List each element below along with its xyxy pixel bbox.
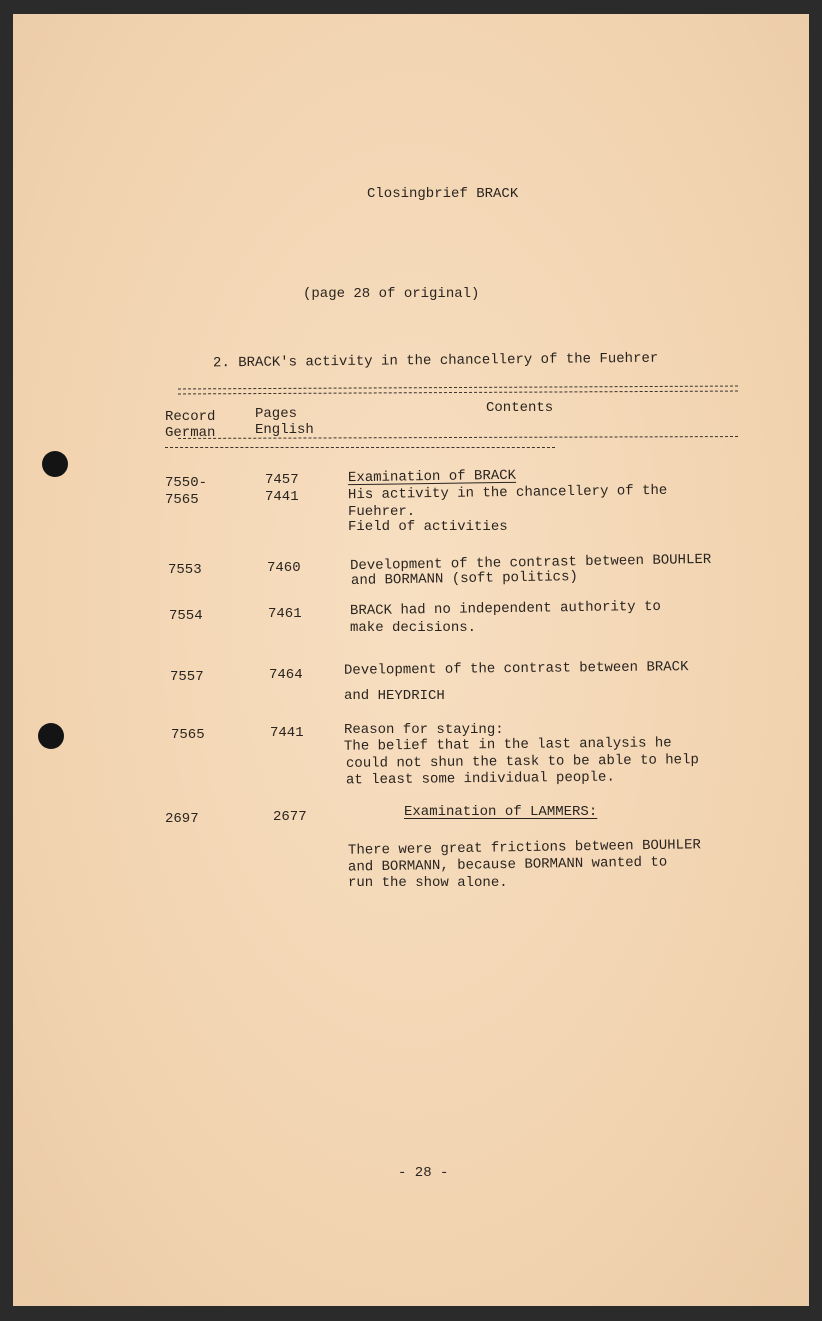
punch-hole-top <box>42 451 68 477</box>
row1-pages-2: 7441 <box>265 489 299 505</box>
row5-contents-line-3: could not shun the task to be able to help <box>345 752 699 772</box>
row1-contents-title: Examination of BRACK <box>347 467 517 487</box>
row3-contents-line: BRACK had no independent authority to <box>349 598 661 620</box>
row1-pages: 7457 <box>265 472 299 488</box>
row1-contents-line-2: Fuehrer. <box>348 504 416 520</box>
row2-contents-line: Development of the contrast between BOUHLER <box>349 551 712 575</box>
col-record-label: Record <box>165 409 216 425</box>
row1-record: 7550- <box>165 475 208 491</box>
row3-record: 7554 <box>169 608 203 624</box>
row2-record: 7553 <box>168 562 202 578</box>
row6-contents-title: Examination of LAMMERS: <box>404 804 598 820</box>
col-record-label-2: German <box>165 425 216 441</box>
row2-contents-line-2: and BORMANN (soft politics) <box>350 569 578 589</box>
document-title: Closingbrief BRACK <box>367 186 519 202</box>
row5-record: 7565 <box>171 727 205 743</box>
page-reference: (page 28 of original) <box>303 286 480 302</box>
col-contents-label: Contents <box>486 400 554 416</box>
row6-pages: 2677 <box>273 809 307 825</box>
table-header-rule-2 <box>165 447 555 448</box>
page-number: - 28 - <box>398 1165 449 1181</box>
row5-contents-line: Reason for staying: <box>344 722 504 738</box>
col-pages-label-2: English <box>255 422 314 438</box>
row5-contents-line-2: The belief that in the last analysis he <box>343 735 672 755</box>
row4-pages: 7464 <box>269 667 303 683</box>
row2-pages: 7460 <box>267 560 301 576</box>
punch-hole-bottom <box>38 723 64 749</box>
row6-contents-line-2: and BORMANN, because BORMANN wanted to <box>347 854 668 876</box>
row1-contents-line-3: Field of activities <box>348 519 508 535</box>
row6-contents-line: There were great frictions between BOUHLER <box>347 837 701 859</box>
col-pages-label: Pages <box>255 406 298 422</box>
row4-contents-line: Development of the contrast between BRACK <box>343 659 689 679</box>
row6-record: 2697 <box>165 811 199 827</box>
row1-record-2: 7565 <box>165 492 199 508</box>
row6-contents-line-3: run the show alone. <box>348 875 508 891</box>
document-page <box>13 14 809 1306</box>
section-heading: 2. BRACK's activity in the chancellery of the Fuehrer <box>212 350 659 372</box>
table-top-rule-2 <box>178 391 738 395</box>
table-top-rule <box>178 386 738 390</box>
row5-pages: 7441 <box>270 725 304 741</box>
row5-contents-line-4: at least some individual people. <box>345 769 615 789</box>
row1-contents-line: His activity in the chancellery of the <box>347 482 668 504</box>
row4-record: 7557 <box>170 669 204 685</box>
row3-contents-line-2: make decisions. <box>350 620 477 636</box>
row3-pages: 7461 <box>268 606 302 622</box>
row4-contents-line-2: and HEYDRICH <box>344 688 445 704</box>
